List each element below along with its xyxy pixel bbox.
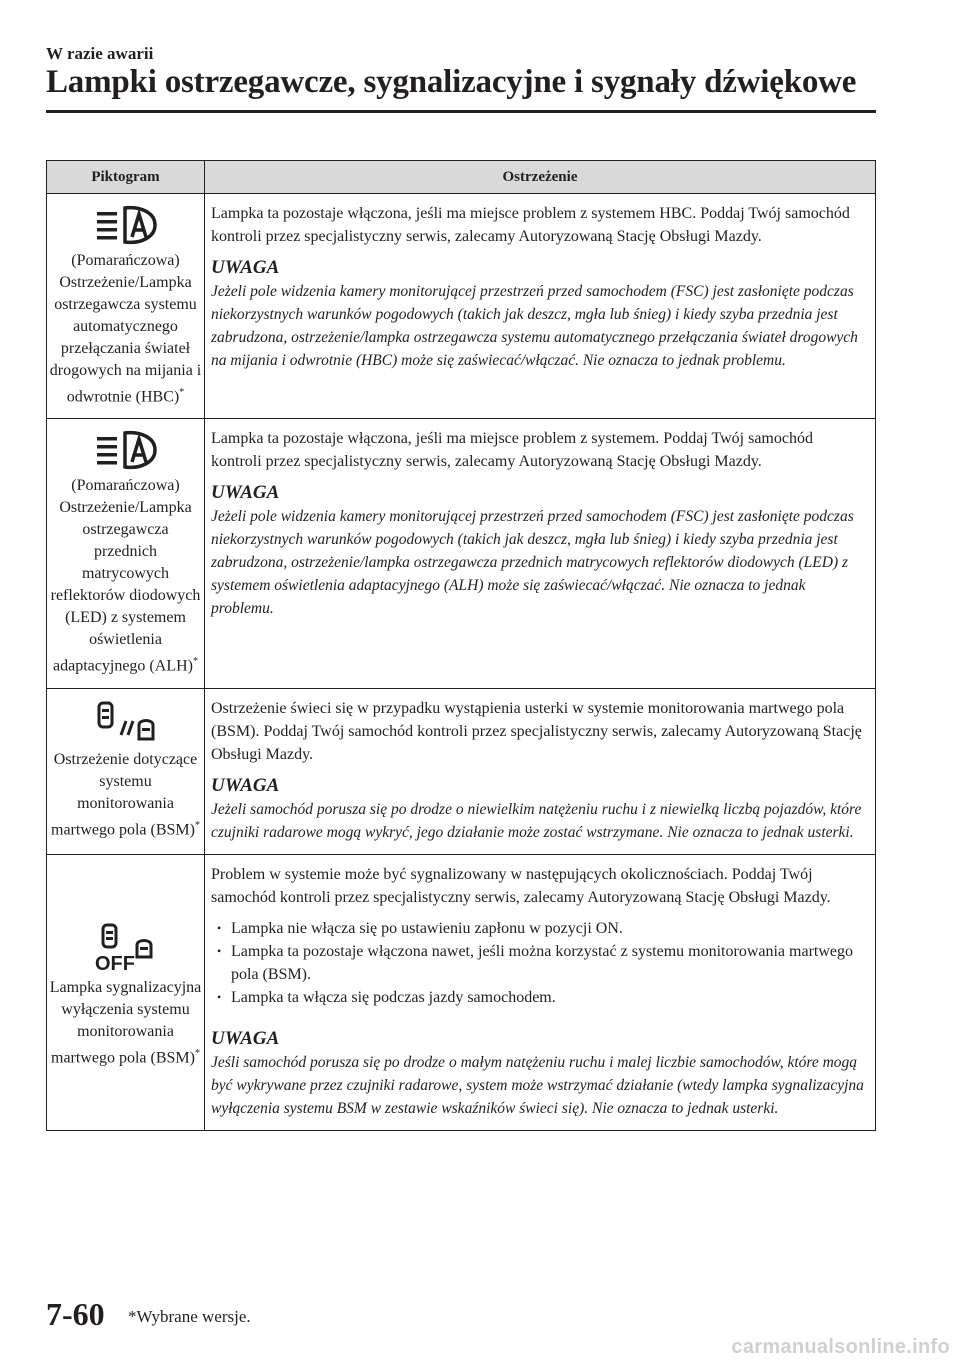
table-row: [47, 854, 876, 1130]
condition-list: [211, 917, 867, 1009]
table-row: [47, 419, 876, 688]
warning-text: Lampka ta pozostaje włączona, jeśli ma miejsce problem z systemem. Poddaj Twój samochód kontroli przez specjalistyczny serwis, zalecamy Autoryzowaną Stację Obsługi Mazdy.: [211, 430, 813, 471]
warning-description-cell: [205, 854, 876, 1130]
warning-text: Problem w systemie może być sygnalizowany w następujących okolicznościach. Poddaj Twój samochód kontroli przez specjalistyczny serwis, zalecamy Autoryzowaną Stację Obsługi Mazdy.: [211, 865, 831, 906]
pictogram-label: Lampka sygnalizacyjna wyłączenia systemu monitorowania martwego pola (BSM): [49, 978, 202, 1066]
header-piktogram: Piktogram: [47, 161, 205, 194]
table-row: [47, 194, 876, 419]
off-icon-text: OFF: [94, 952, 135, 973]
optional-version-mark: *: [194, 819, 200, 831]
warning-description-cell: [205, 194, 876, 419]
note-text: Jeśli samochód porusza się po drodze o małym natężeniu ruchu i malej liczbie samochodów, które mogą być wykrywane przez czujniki radarowe, system może wstrzymać działanie (wtedy lampka sygnalizacyjna wyłączenia systemu BSM w zestawie wskaźników świeci się). Nie oznacza to jednak usterki.: [211, 1053, 864, 1117]
note-text: Jeżeli pole widzenia kamery monitorującej przestrzeń przed samochodem (FSC) jest zasłonięte podczas niekorzystnych warunków pogodowych (takich jak deszcz, mgła lub śnieg) i kiedy szyba przednia jest zabrudzona, ostrzeżenie/lampka ostrzegawcza przednich matrycowych reflektorów diodowych (LED) z systemem oświetlenia adaptacyjnego (ALH) może się zaświecać/włączać. Nie oznacza to jednak problemu.: [211, 508, 854, 618]
note-title: UWAGA: [211, 257, 280, 278]
list-item: • Lampka nie włącza się po ustawieniu zapłonu w pozycji ON.: [231, 917, 867, 940]
warning-description-cell: [205, 419, 876, 688]
warning-text: Lampka ta pozostaje włączona, jeśli ma miejsce problem z systemem HBC. Poddaj Twój samochód kontroli przez specjalistyczny serwis, zalecamy Autoryzowaną Stację Obsługi Mazdy.: [211, 205, 850, 245]
pictogram-label: (Pomarańczowa) Ostrzeżenie/Lampka ostrzegawcza przednich matrycowych reflektorów diodowych (LED) z systemem oświetlenia adaptacyjnego (ALH): [50, 477, 201, 675]
list-item: • Lampka ta włącza się podczas jazdy samochodem.: [231, 986, 867, 1009]
table-row: [47, 688, 876, 854]
warning-lights-table: [46, 160, 876, 1131]
optional-version-mark: *: [179, 387, 185, 398]
bsm-warning-icon: [93, 699, 159, 745]
optional-version-mark: *: [192, 656, 198, 668]
warning-text: Ostrzeżenie świeci się w przypadku wystąpienia usterki w systemie monitorowania martwego pola (BSM). Poddaj Twój samochód kontroli przez specjalistyczny serwis, zalecamy Autoryzowaną Stację Obsługi Mazdy.: [211, 699, 862, 763]
note-text: Jeżeli samochód porusza się po drodze o niewielkim natężeniu ruchu i z niewielką liczbą pojazdów, które czujniki radarowe mogą wykryć, jego działanie może zostać wstrzymane. Nie oznacza to jednak usterki.: [211, 800, 862, 841]
optional-version-mark: *: [194, 1047, 200, 1059]
section-label: W razie awarii: [46, 44, 154, 63]
note-title: UWAGA: [211, 774, 280, 796]
note-title: UWAGA: [211, 482, 280, 504]
title-divider: [46, 110, 876, 113]
pictogram-label: Ostrzeżenie dotyczące systemu monitorowania martwego pola (BSM): [51, 750, 198, 838]
note-text: Jeżeli pole widzenia kamery monitorującej przestrzeń przed samochodem (FSC) jest zasłonięte podczas niekorzystnych warunków pogodowych (takich jak deszcz, mgła lub śnieg) i kiedy szyba przednia jest zabrudzona, ostrzeżenie/lampka ostrzegawcza systemu automatycznego przełączania świateł drogowych na mijania i odwrotnie (HBC) może się zaświecać/włączać. Nie oznacza to jednak problemu.: [211, 283, 858, 369]
pictogram-cell: [47, 194, 205, 419]
footnote: *Wybrane wersje.: [128, 1307, 251, 1326]
table-header-row: [47, 161, 876, 194]
pictogram-cell: [47, 688, 205, 854]
pictogram-cell: [47, 419, 205, 688]
page-title: Lampki ostrzegawcze, sygnalizacyjne i sygnały dźwiękowe: [46, 64, 857, 100]
auto-high-beam-A-icon: [95, 204, 157, 246]
page-number: 7-60: [46, 1296, 105, 1332]
bsm-off-icon: [93, 923, 159, 973]
watermark: carmanualsonline.info: [731, 1336, 950, 1358]
note-title: UWAGA: [211, 1027, 280, 1049]
header-ostrzezenie: Ostrzeżenie: [205, 161, 876, 194]
adaptive-led-headlight-A-icon: [95, 429, 157, 471]
pictogram-label: (Pomarańczowa) Ostrzeżenie/Lampka ostrzegawcza systemu automatycznego przełączania świateł drogowych na mijania i odwrotnie (HBC): [49, 252, 202, 406]
list-item: • Lampka ta pozostaje włączona nawet, jeśli można korzystać z systemu monitorowania martwego pola (BSM).: [231, 940, 867, 986]
warning-description-cell: [205, 688, 876, 854]
pictogram-cell: [47, 854, 205, 1130]
